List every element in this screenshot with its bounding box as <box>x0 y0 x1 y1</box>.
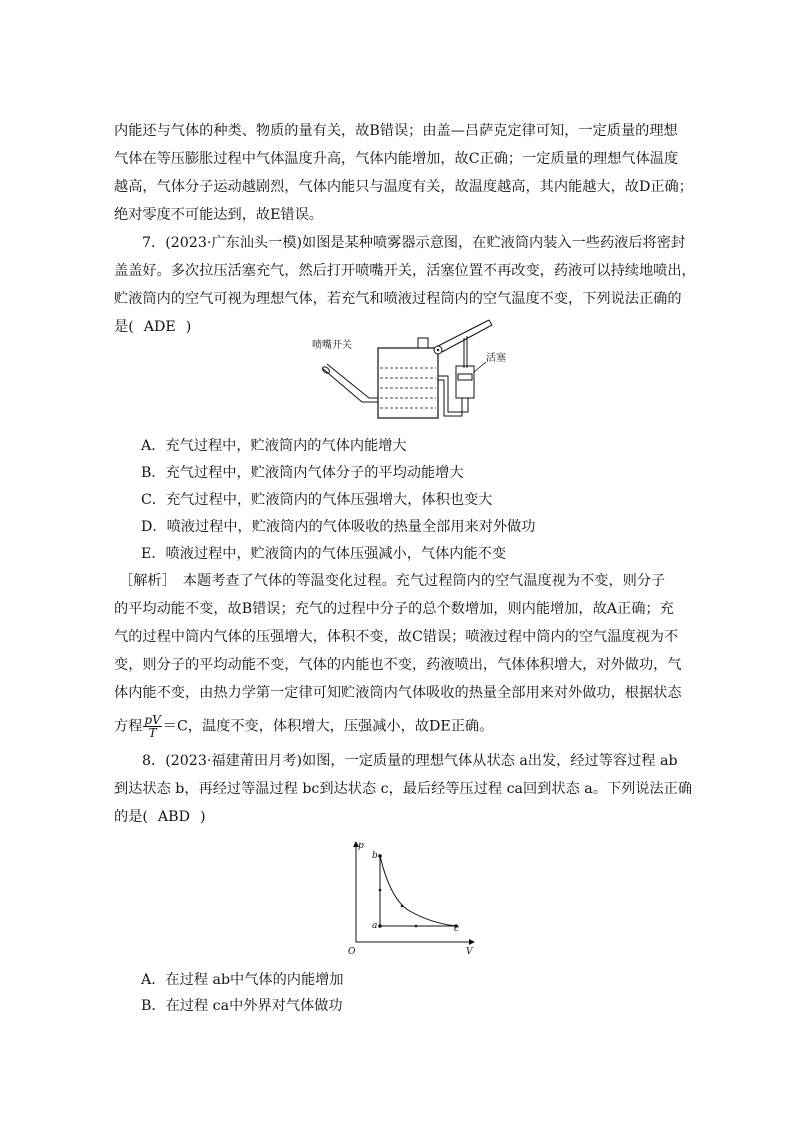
nozzle-switch-icon <box>321 366 330 375</box>
q8-stem-line-1: 8．(2023·福建莆田月考)如图，一定质量的理想气体从状态 a出发，经过等容过程 ab <box>142 753 678 769</box>
intro-line-2: 气体在等压膨胀过程中气体温度升高，气体内能增加，故C正确；一定质量的理想气体温度 <box>114 151 679 167</box>
q8-option-b: B．在过程 ca中外界对气体做功 <box>141 998 343 1014</box>
intro-line-1: 内能还与气体的种类、物质的量有关，故B错误；由盖—吕萨克定律可知，一定质量的理想 <box>114 123 678 139</box>
point-a-marker <box>378 924 382 928</box>
q7-analysis-line-5: 体内能不变，由热力学第一定律可知贮液筒内气体吸收的热量全部用来对外做功，根据状态 <box>114 685 682 701</box>
point-c-label: c <box>454 924 460 934</box>
piston <box>458 374 472 380</box>
q7-option-e: E．喷液过程中，贮液筒内的气体压强减小，气体内能不变 <box>141 546 507 562</box>
q7-option-b: B．充气过程中，贮液筒内气体分子的平均动能增大 <box>141 465 464 481</box>
fraction-numerator: pV <box>144 713 161 727</box>
intro-line-4: 绝对零度不可能达到，故E错误。 <box>114 207 323 223</box>
q7-analysis-line-3: 气的过程中筒内气体的压强增大，体积不变，故C错误；喷液过程中筒内的空气温度视为不 <box>114 629 679 645</box>
q7-stem-prefix: 是( <box>114 319 134 335</box>
q7-stem-line-1: 7．(2023·广东汕头一模)如图是某种喷雾器示意图，在贮液筒内装入一些药液后将密封 <box>142 235 686 251</box>
q8-stem-suffix: ) <box>199 809 206 825</box>
pump-cylinder <box>456 366 474 398</box>
q7-analysis-line-4: 变，则分子的平均动能不变，气体的内能也不变，药液喷出，气体体积增大，对外做功，气 <box>114 657 682 673</box>
sprayer-piston-label: 活塞 <box>486 353 506 364</box>
p-axis-label: p <box>358 841 364 851</box>
fraction-denominator: T <box>148 726 157 740</box>
q7-option-a: A．充气过程中，贮液筒内的气体内能增大 <box>141 438 407 454</box>
q8-answer: ABD <box>157 809 190 825</box>
q8-option-a: A．在过程 ab中气体的内能增加 <box>141 972 344 988</box>
point-b-marker <box>378 854 382 858</box>
point-b-label: b <box>372 851 378 861</box>
q7-analysis-line-6 <box>114 714 684 739</box>
point-a-label: a <box>372 921 378 931</box>
q7-analysis-line-2: 的平均动能不变，故B错误；充气的过程中分子的总个数增加，则内能增加，故A正确；充 <box>114 601 674 617</box>
piston-leader-line <box>474 362 486 372</box>
q7-analysis-line-6-suffix: ＝C，温度不变，体积增大，压强减小，故DE正确。 <box>162 718 494 735</box>
sprayer-switch-label: 喷嘴开关 <box>312 340 352 351</box>
q7-analysis-line-6-prefix: 方程 <box>114 718 143 735</box>
nozzle-pipe-lower <box>327 364 369 398</box>
state-equation-fraction <box>143 714 161 739</box>
q8-stem-prefix: 的是( <box>114 809 148 825</box>
intro-line-3: 越高，气体分子运动越剧烈，气体内能只与温度有关，故温度越高，其内能越大，故D正确； <box>114 179 693 195</box>
q7-stem-line-2: 盖盖好。多次拉压活塞充气，然后打开喷嘴开关，活塞位置不再改变，药液可以持续地喷出， <box>114 263 696 279</box>
sprayer-diagram <box>300 318 520 430</box>
q8-stem-line-3 <box>114 807 684 827</box>
liquid-tank <box>378 348 438 418</box>
v-axis-label: V <box>466 947 473 957</box>
origin-label: O <box>348 947 356 957</box>
process-bc <box>380 856 456 926</box>
connecting-pipe-inner <box>438 376 468 412</box>
q8-stem-line-2: 到达状态 b，再经过等温过程 bc到达状态 c，最后经等压过程 ca回到状态 a。下列说法正确 <box>114 781 693 797</box>
q7-option-d: D．喷液过程中，贮液筒内的气体吸收的热量全部用来对外做功 <box>141 519 536 535</box>
q7-option-c: C．充气过程中，贮液筒内的气体压强增大，体积也变大 <box>141 492 493 508</box>
q7-stem-line-3: 贮液筒内的空气可视为理想气体，若充气和喷液过程筒内的空气温度不变，下列说法正确的 <box>114 291 682 307</box>
pv-graph <box>340 838 480 960</box>
q7-answer: ADE <box>143 319 176 335</box>
cap-knob <box>418 338 428 348</box>
q7-analysis-line-1: ［解析］ 本题考查了气体的等温变化过程。充气过程筒内的空气温度视为不变，则分子 <box>119 573 666 589</box>
q7-stem-suffix: ) <box>185 319 192 335</box>
